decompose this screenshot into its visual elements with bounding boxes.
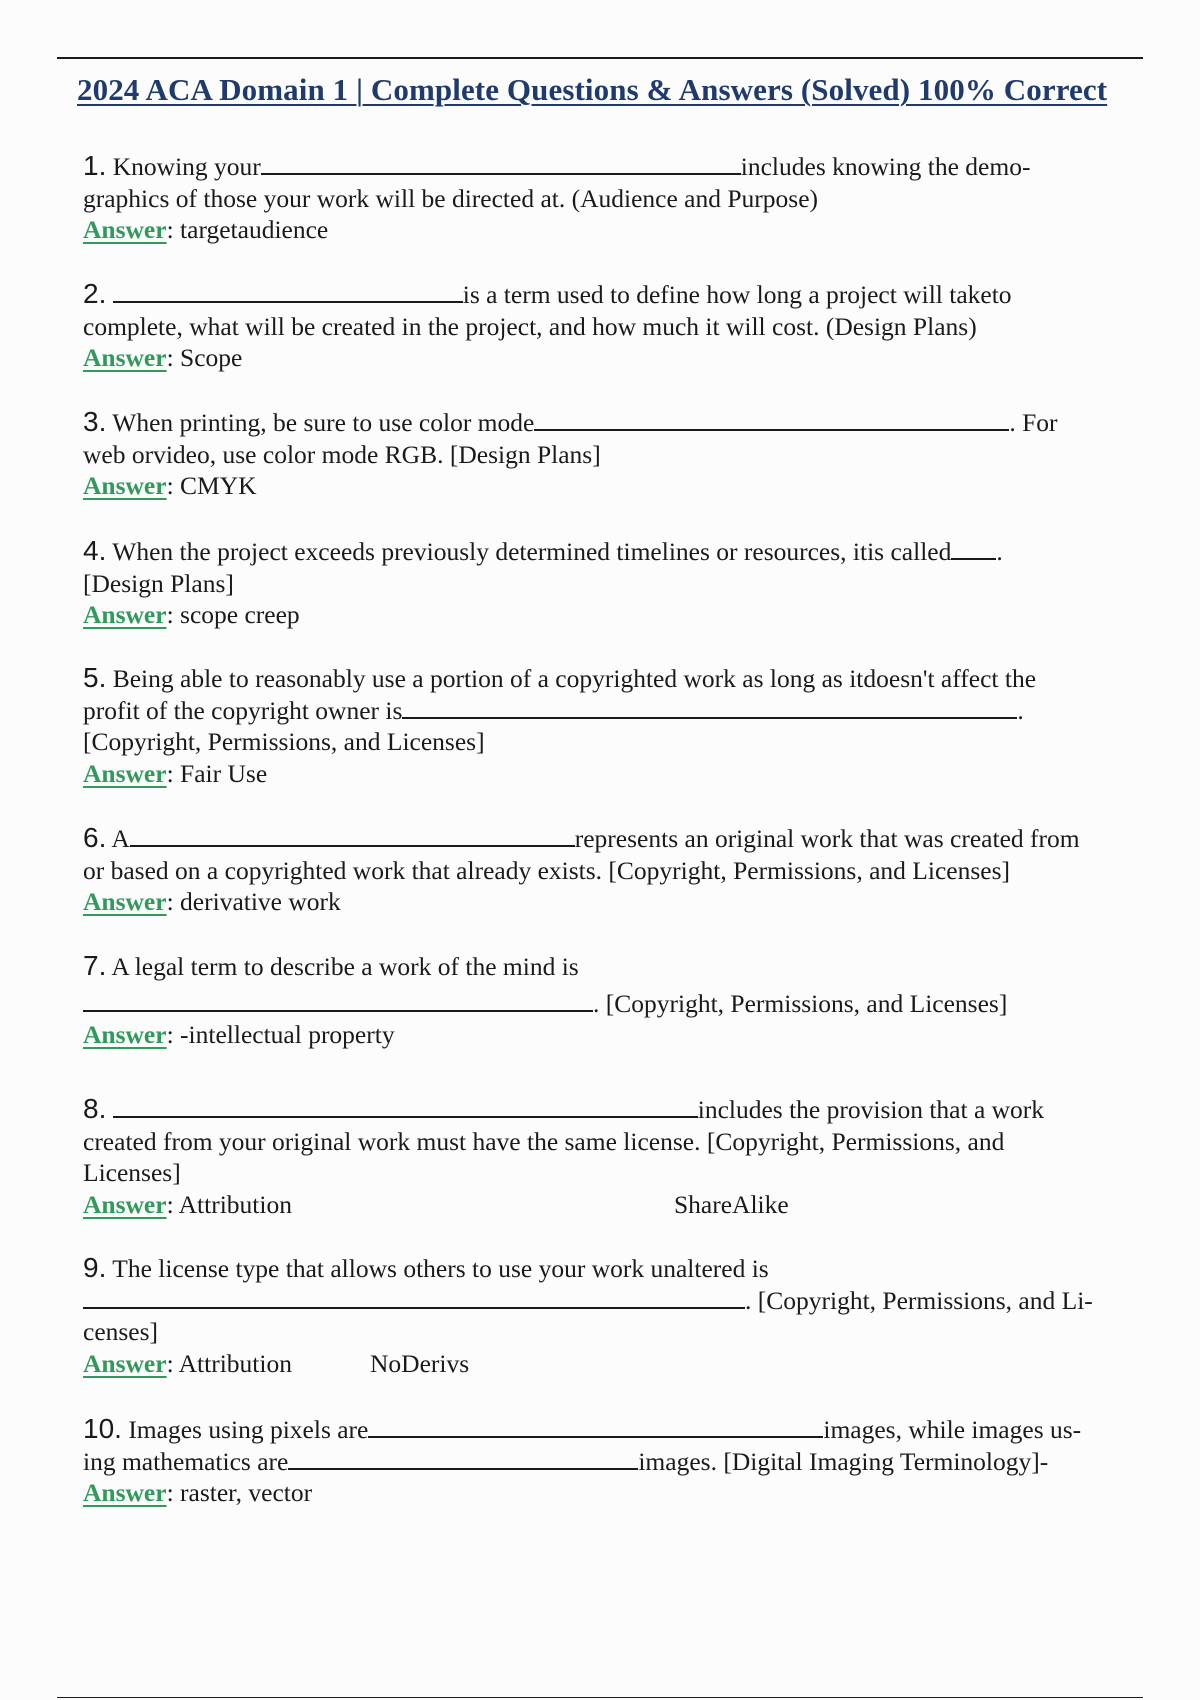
question-number: 2. xyxy=(83,278,107,309)
question-number: 7. xyxy=(83,950,107,981)
answer-value: derivative work xyxy=(180,887,341,916)
question-text: or based on a copyrighted work that already exists. [Copyright, Permissions, and Licenses] xyxy=(83,855,1011,885)
question-text: . [Copyright, Permissions, and Li- xyxy=(745,1285,1093,1315)
question-number: 3. xyxy=(83,406,107,437)
question-5: 5. Being able to reasonably use a portion of a copyrighted work as long as itdoesn't affect the profit of the copyright owner is . [Copyright, Permissions, and Licenses] Answer: Fair Use xyxy=(83,662,1153,789)
answer-label: Answer xyxy=(83,1189,167,1219)
question-text: Licenses] xyxy=(83,1158,181,1187)
question-text: graphics of those your work will be directed at. (Audience and Purpose) xyxy=(83,183,819,213)
question-text: When printing, be sure to use color mode xyxy=(112,408,535,437)
question-text: censes] xyxy=(83,1317,159,1346)
question-text: A legal term to describe a work of the mind is xyxy=(111,952,579,981)
question-text: Knowing your xyxy=(112,152,261,181)
answer-label: Answer xyxy=(83,758,167,788)
question-7: 7. A legal term to describe a work of the mind is . [Copyright, Permissions, and Licenses] Answer: -intellectual property xyxy=(83,950,1008,1049)
answer-value-extra: ShareAlike xyxy=(673,1189,789,1219)
question-text: A xyxy=(111,824,130,853)
question-6: 6. A represents an original work that was created from or based on a copyrighted work that already exists. [Copyright, Permissions, and Licenses] Answer: derivative work xyxy=(83,822,1153,918)
question-text: [Design Plans] xyxy=(83,568,234,598)
question-text: When the project exceeds previously determined timelines or resources, itis called xyxy=(112,537,952,566)
top-rule xyxy=(57,57,1143,59)
blank-line xyxy=(534,407,1009,431)
question-2: 2. is a term used to define how long a project will taketo complete, what will be created in the project, and how much it will cost. (Design Plans) Answer: Scope xyxy=(83,278,1153,374)
answer-value-extra: NoDerivs xyxy=(369,1348,470,1378)
question-number: 9. xyxy=(83,1252,107,1283)
answer-label: Answer xyxy=(83,471,167,500)
bottom-rule xyxy=(57,1697,1143,1698)
question-text: profit of the copyright owner is xyxy=(83,695,403,725)
question-number: 1. xyxy=(83,150,107,181)
question-text: complete, what will be created in the project, and how much it will cost. (Design Plans) xyxy=(83,311,977,341)
question-text: Images using pixels are xyxy=(128,1415,369,1444)
question-text: ing mathematics are xyxy=(83,1446,289,1476)
blank-line xyxy=(83,988,593,1012)
question-number: 10. xyxy=(83,1413,122,1444)
answer-label: Answer xyxy=(83,1478,167,1507)
answer-label: Answer xyxy=(83,600,167,629)
question-text: images. [Digital Imaging Terminology]- xyxy=(638,1446,1049,1476)
blank-line xyxy=(951,536,996,560)
answer-value: Scope xyxy=(180,343,243,372)
blank-line xyxy=(83,1285,745,1309)
answer-value: Fair Use xyxy=(180,758,268,788)
question-text: is a term used to define how long a project will taketo xyxy=(462,280,1012,309)
question-text: web orvideo, use color mode RGB. [Design Plans] xyxy=(83,439,601,469)
question-number: 8. xyxy=(83,1093,107,1124)
question-text: . xyxy=(996,537,1003,566)
question-number: 6. xyxy=(83,822,107,853)
question-8: 8. includes the provision that a work created from your original work must have the same license. [Copyright, Permissions, and Licenses] Answer: Attribution ShareAlike xyxy=(83,1093,1153,1220)
blank-line xyxy=(368,1414,823,1438)
question-text: [Copyright, Permissions, and Licenses] xyxy=(83,727,485,756)
question-4: 4. When the project exceeds previously determined timelines or resources, itis called . [Design Plans] Answer: scope creep xyxy=(83,535,1153,631)
blank-line xyxy=(113,1094,698,1118)
question-number: 4. xyxy=(83,535,107,566)
question-text: created from your original work must have the same license. [Copyright, Permissions, and xyxy=(83,1126,1005,1156)
question-text: . xyxy=(1017,695,1024,725)
answer-label: Answer xyxy=(83,1348,167,1378)
question-3: 3. When printing, be sure to use color mode . For web orvideo, use color mode RGB. [Design Plans] Answer: CMYK xyxy=(83,406,1153,502)
question-number: 5. xyxy=(83,662,107,693)
blank-line xyxy=(130,823,575,847)
question-text: includes knowing the demo- xyxy=(740,152,1031,181)
question-text: The license type that allows others to use your work unaltered is xyxy=(112,1254,769,1283)
answer-label: Answer xyxy=(83,1020,167,1049)
question-9: 9. The license type that allows others to use your work unaltered is . [Copyright, Permissions, and Li- censes] Answer: Attribution NoDerivs xyxy=(83,1252,1153,1379)
answer-value: CMYK xyxy=(180,471,257,500)
question-text: represents an original work that was created from xyxy=(574,824,1080,853)
answer-label: Answer xyxy=(83,887,167,916)
answer-value: -intellectual property xyxy=(180,1020,395,1049)
blank-line xyxy=(288,1446,638,1470)
blank-line xyxy=(113,279,463,303)
blank-line xyxy=(261,151,741,175)
answer-value: raster, vector xyxy=(180,1478,313,1507)
answer-label: Answer xyxy=(83,215,167,244)
question-10: 10. Images using pixels are images, while images us- ing mathematics are images. [Digital Imaging Terminology]- Answer: raster, vector xyxy=(83,1413,1082,1507)
blank-line xyxy=(402,695,1017,719)
answer-value: Attribution xyxy=(178,1189,292,1219)
answer-value: Attribution xyxy=(178,1348,292,1378)
question-text: Being able to reasonably use a portion of a copyrighted work as long as itdoesn't affect the xyxy=(112,664,1037,693)
question-text: includes the provision that a work xyxy=(697,1095,1045,1124)
question-1: 1. Knowing your includes knowing the demo- graphics of those your work will be directed at. (Audience and Purpose) Answer: targetaudience xyxy=(83,150,1153,246)
answer-value: targetaudience xyxy=(180,215,329,244)
question-text: images, while images us- xyxy=(823,1415,1082,1444)
question-text: . For xyxy=(1009,408,1058,437)
answer-label: Answer xyxy=(83,343,167,372)
answer-value: scope creep xyxy=(180,600,300,629)
page-title: 2024 ACA Domain 1 | Complete Questions & Answers (Solved) 100% Correct xyxy=(77,72,1108,107)
question-text: . [Copyright, Permissions, and Licenses] xyxy=(593,988,1008,1018)
